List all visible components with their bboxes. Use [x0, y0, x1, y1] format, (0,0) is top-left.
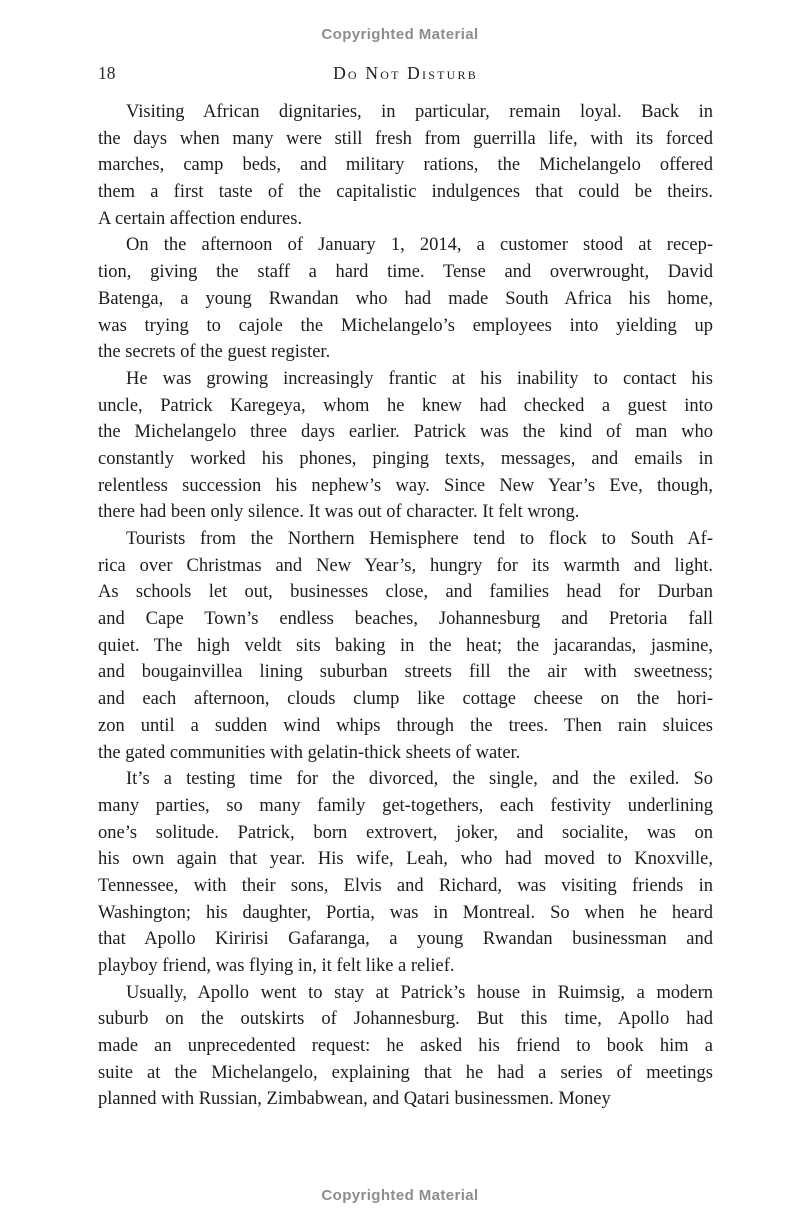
text-line: quiet. The high veldt sits baking in the heat; the jacarandas, jasmine,: [98, 635, 713, 656]
paragraph: [98, 232, 713, 365]
text-line: one’s solitude. Patrick, born extrovert, joker, and socialite, was on: [98, 822, 713, 843]
text-line: was trying to cajole the Michelangelo’s employees into yielding up: [98, 315, 713, 336]
text-line: that Apollo Kiririsi Gafaranga, a young Rwandan businessman and: [98, 929, 713, 950]
text-line: suite at the Michelangelo, explaining that he had a series of meetings: [98, 1062, 713, 1083]
text-line: planned with Russian, Zimbabwean, and Qatari businessmen. Money: [98, 1089, 611, 1110]
paragraph: [98, 766, 713, 980]
text-line: rica over Christmas and New Year’s, hungry for its warmth and light.: [98, 555, 713, 576]
text-line: marches, camp beds, and military rations, the Michelangelo offered: [98, 155, 713, 176]
text-line: suburb on the outskirts of Johannesburg. But this time, Apollo had: [98, 1009, 713, 1030]
copyright-notice-bottom: Copyrighted Material: [321, 1187, 479, 1204]
text-line: On the afternoon of January 1, 2014, a customer stood at recep-: [126, 235, 713, 256]
text-line: He was growing increasingly frantic at his inability to contact his: [126, 368, 713, 389]
text-line: As schools let out, businesses close, and families head for Durban: [98, 582, 713, 603]
text-line: the gated communities with gelatin-thick sheets of water.: [98, 742, 521, 763]
paragraph: [98, 366, 713, 526]
page-number: 18: [98, 63, 116, 83]
text-line: there had been only silence. It was out of character. It felt wrong.: [98, 502, 580, 523]
text-line: It’s a testing time for the divorced, the single, and the exiled. So: [126, 769, 713, 790]
text-line: uncle, Patrick Karegeya, whom he knew had checked a guest into: [98, 395, 713, 416]
text-line: and bougainvillea lining suburban streets fill the air with sweetness;: [98, 662, 713, 683]
paragraph: [98, 980, 713, 1113]
text-line: and Cape Town’s endless beaches, Johannesburg and Pretoria fall: [98, 609, 713, 630]
text-line: Tourists from the Northern Hemisphere tend to flock to South Af-: [126, 529, 713, 549]
text-line: playboy friend, was flying in, it felt like a relief.: [98, 956, 455, 976]
paragraph: [98, 99, 713, 232]
paragraph: [98, 526, 713, 766]
text-line: zon until a sudden wind whips through the trees. Then rain sluices: [98, 715, 713, 736]
text-line: A certain affection endures.: [98, 208, 303, 229]
text-line: Visiting African dignitaries, in particular, remain loyal. Back in: [126, 102, 713, 122]
text-line: tion, giving the staff a hard time. Tense and overwrought, David: [98, 262, 713, 283]
text-line: and each afternoon, clouds clump like cottage cheese on the hori-: [98, 689, 713, 710]
text-line: the secrets of the guest register.: [98, 342, 331, 363]
text-line: many parties, so many family get-togethers, each festivity underlining: [98, 795, 713, 816]
text-line: Tennessee, with their sons, Elvis and Richard, was visiting friends in: [98, 875, 713, 896]
copyright-notice-top: Copyrighted Material: [321, 26, 479, 43]
text-line: constantly worked his phones, pinging texts, messages, and emails in: [98, 448, 713, 469]
text-line: relentless succession his nephew’s way. Since New Year’s Eve, though,: [98, 475, 713, 496]
text-line: Washington; his daughter, Portia, was in Montreal. So when he heard: [98, 902, 713, 923]
text-line: the days when many were still fresh from guerrilla life, with its forced: [98, 128, 713, 149]
text-line: his own again that year. His wife, Leah, who had moved to Knoxville,: [98, 849, 713, 870]
body-text: [98, 99, 713, 1113]
text-line: them a first taste of the capitalistic indulgences that could be theirs.: [98, 182, 713, 203]
text-line: the Michelangelo three days earlier. Patrick was the kind of man who: [98, 422, 713, 443]
text-line: Usually, Apollo went to stay at Patrick’s house in Ruimsig, a modern: [126, 982, 713, 1003]
text-line: Batenga, a young Rwandan who had made South Africa his home,: [98, 288, 713, 309]
running-title: Do Not Disturb: [333, 63, 478, 83]
page-header: [98, 63, 713, 85]
text-line: made an unprecedented request: he asked his friend to book him a: [98, 1036, 713, 1057]
